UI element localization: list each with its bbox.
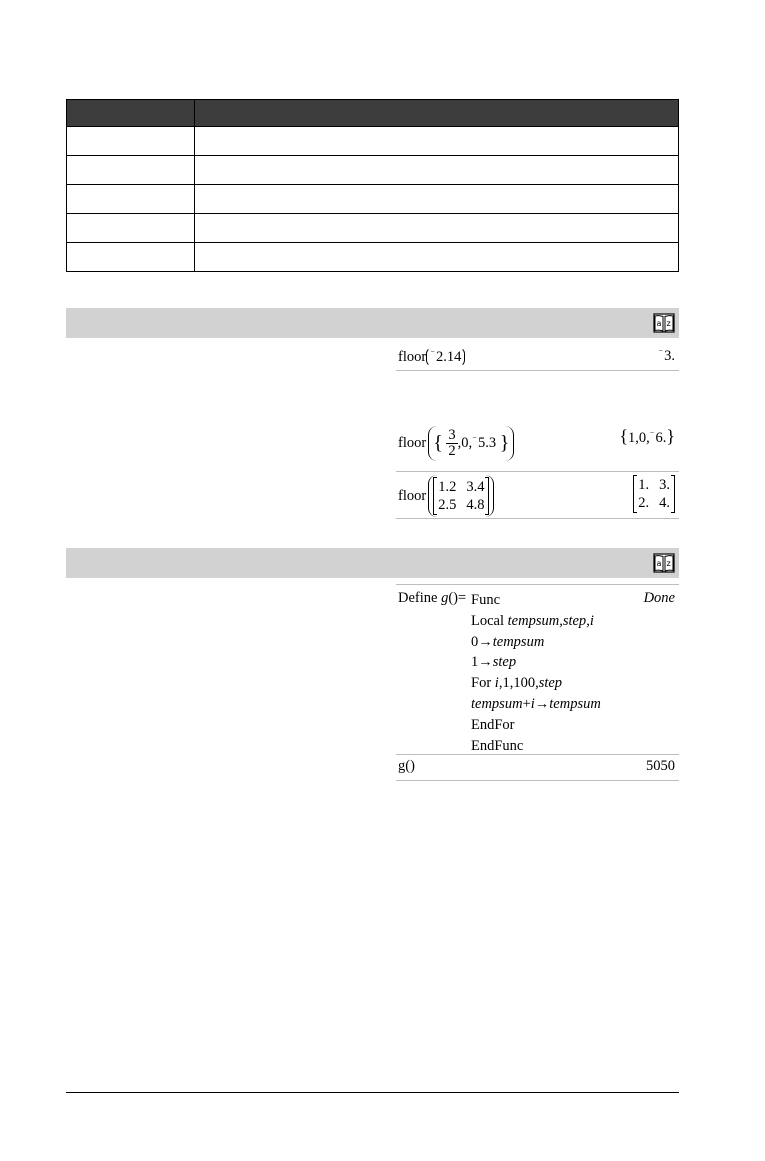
code-line: Func <box>471 592 500 608</box>
table-row <box>67 127 679 156</box>
result-value: {1,0,⁻6.} <box>619 426 675 446</box>
code-line: 1→step <box>471 654 517 671</box>
example-row-call-g <box>396 754 679 781</box>
code-line: For i,1,100,step <box>471 675 563 692</box>
svg-text:z: z <box>666 559 671 568</box>
example-row-floor-scalar <box>396 345 679 371</box>
example-row-floor-matrix <box>396 473 679 519</box>
call-expression: g() <box>398 758 415 774</box>
result-matrix: 1. 3. 2. 4. <box>633 475 675 513</box>
table-row <box>67 156 679 185</box>
table-row <box>67 185 679 214</box>
result-value: Done <box>643 590 675 606</box>
function-name: floor <box>398 435 427 452</box>
section-header-floor <box>66 308 679 338</box>
result-value: ⁻3. <box>658 347 675 364</box>
function-table <box>66 99 679 272</box>
footer-rule <box>66 1092 679 1093</box>
define-statement: Define g()= <box>398 590 467 606</box>
function-name: floor <box>398 349 427 365</box>
code-line: 0→tempsum <box>471 633 545 650</box>
catalog-book-icon <box>653 552 675 574</box>
argument: ⁻2.14 <box>426 347 465 367</box>
catalog-book-icon <box>653 312 675 334</box>
svg-text:a: a <box>656 559 662 568</box>
table-row <box>67 214 679 243</box>
code-line: EndFor <box>471 716 515 733</box>
code-line: Local tempsum,step,i <box>471 612 594 629</box>
example-row-define-g <box>396 584 679 755</box>
section-header-for <box>66 548 679 578</box>
svg-text:z: z <box>666 319 671 328</box>
program-body <box>471 590 601 756</box>
matrix: 1.2 3.4 2.5 4.8 <box>433 477 489 515</box>
example-row-floor-list: floor { $\frac{3}{2}$ ,0,⁻5.3 } {1,0,⁻6.} <box>396 424 679 472</box>
table-header-row <box>67 100 679 127</box>
code-line: tempsum+i→tempsum <box>471 695 601 712</box>
code-line: EndFunc <box>471 737 524 754</box>
svg-text:a: a <box>656 319 662 328</box>
result-value: 5050 <box>646 758 675 774</box>
function-name: floor <box>398 487 427 504</box>
fraction: $\frac{3}{2}$ <box>448 427 456 460</box>
table-row <box>67 243 679 272</box>
